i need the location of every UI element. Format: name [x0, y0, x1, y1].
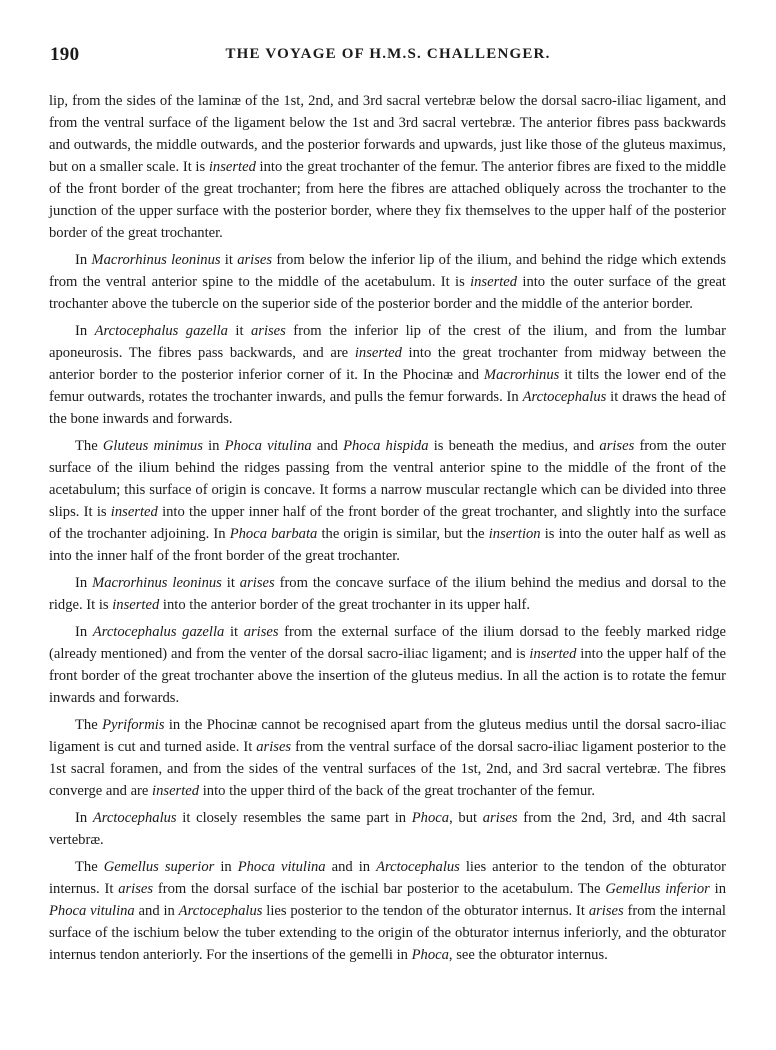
italic-term: arises: [256, 739, 292, 755]
italic-term: Arctocephalus gazella: [94, 323, 228, 339]
italic-term: inserted: [529, 646, 577, 662]
paragraph: [49, 320, 726, 430]
text-run: from the 2nd, 3rd, and 4th sacral vertebræ.: [49, 810, 726, 848]
text-run: in: [214, 859, 238, 875]
paragraph: [49, 714, 726, 802]
text-run: from the ventral surface of the dorsal sacro-iliac ligament posterior to the 1st sacral foramen, and from the sides of the ventral surfaces of the 1st, 2nd, and 3rd sacral vertebræ. The fibres converge and are: [49, 739, 726, 799]
text-run: is beneath the medius, and: [428, 438, 600, 454]
text-run: it draws the head of the bone inwards and forwards.: [49, 389, 726, 427]
italic-term: arises: [237, 252, 273, 268]
text-run: , see the obturator internus.: [448, 947, 608, 963]
text-run: from the dorsal surface of the ischial bar posterior to the acetabulum. The: [153, 881, 606, 897]
text-run: it: [227, 323, 251, 339]
italic-term: Phoca vitulina: [224, 438, 312, 454]
italic-term: Arctocephalus: [92, 810, 177, 826]
italic-term: inserted: [470, 274, 518, 290]
body-text: [49, 90, 726, 971]
italic-term: arises: [599, 438, 635, 454]
paragraph: [49, 435, 726, 567]
italic-term: arises: [588, 903, 624, 919]
italic-term: Arctocephalus gazella: [92, 624, 225, 640]
italic-term: arises: [250, 323, 286, 339]
paragraph: [49, 856, 726, 966]
text-run: In: [75, 624, 93, 640]
text-run: in: [709, 881, 726, 897]
italic-term: Gluteus minimus: [102, 438, 203, 454]
paragraph: [49, 621, 726, 709]
italic-term: Arctocephalus: [178, 903, 263, 919]
text-run: The: [75, 717, 103, 733]
text-run: it: [220, 252, 238, 268]
text-run: lies anterior to the tendon of the obturator internus. It: [49, 859, 727, 897]
page-header: [50, 44, 726, 68]
italic-term: inserted: [110, 504, 158, 520]
italic-term: Phoca barbata: [229, 526, 318, 542]
italic-term: arises: [239, 575, 275, 591]
text-run: it: [221, 575, 240, 591]
text-run: In: [75, 323, 95, 339]
text-run: in: [202, 438, 225, 454]
text-run: from the concave surface of the ilium behind the medius and dorsal to the ridge. It is: [49, 575, 727, 613]
page-number: 190: [50, 44, 80, 65]
text-run: into the upper inner half of the front border of the great trochanter, and slightly into the surface of the trochanter adjoining. In: [49, 504, 726, 542]
text-run: the origin is similar, but the: [317, 526, 489, 542]
italic-term: Arctocephalus: [522, 389, 607, 405]
text-run: from the external surface of the ilium dorsad to the feebly marked ridge (already mentioned) and from the venter of the dorsal sacro-iliac ligament; and is: [49, 624, 727, 662]
italic-term: insertion: [488, 526, 541, 542]
italic-term: arises: [243, 624, 279, 640]
italic-term: Gemellus superior: [103, 859, 215, 875]
paragraph: [49, 572, 726, 616]
text-run: The: [75, 438, 103, 454]
italic-term: inserted: [152, 783, 200, 799]
italic-term: Phoca vitulina: [49, 903, 135, 919]
text-run: into the upper third of the back of the great trochanter of the femur.: [199, 783, 595, 799]
italic-term: Phoca: [411, 810, 450, 826]
text-run: In: [75, 252, 92, 268]
italic-term: Macrorhinus leoninus: [91, 252, 221, 268]
text-run: and in: [134, 903, 179, 919]
italic-term: Phoca: [411, 947, 449, 963]
italic-term: inserted: [354, 345, 402, 361]
text-run: , but: [449, 810, 483, 826]
italic-term: inserted: [112, 597, 160, 613]
text-run: it closely resembles the same part in: [176, 810, 412, 826]
text-run: and in: [325, 859, 377, 875]
italic-term: Pyriformis: [102, 717, 165, 733]
italic-term: inserted: [208, 159, 256, 175]
text-run: into the outer surface of the great trochanter above the tubercle on the superior side of the posterior border and the middle of the anterior border.: [49, 274, 726, 312]
text-run: and: [311, 438, 344, 454]
text-run: from the inferior lip of the crest of the ilium, and from the lumbar aponeurosis. The fibres pass backwards, and are: [49, 323, 727, 361]
text-run: lies posterior to the tendon of the obturator internus. It: [262, 903, 589, 919]
text-run: In: [75, 575, 93, 591]
text-run: from the outer surface of the ilium behind the ridges passing from the ventral anterior spine to the middle of the front of the acetabulum; this surface of origin is concave. It forms a narrow muscular rectangle which can be divided into three slips. It is: [49, 438, 726, 520]
text-run: lip, from the sides of the laminæ of the 1st, 2nd, and 3rd sacral vertebræ below the dorsal sacro-iliac ligament, and from the ventral surface of the ligament below the 1st and 3rd sacral vertebræ. The anterior fibres pass backwards and outwards, the middle outwards, and the posterior forwards and upwards, just like those of the gluteus maximus, but on a smaller scale. It is: [49, 93, 726, 175]
text-run: it tilts the lower end of the femur outwards, rotates the trochanter inwards, and pulls the femur forwards. In: [49, 367, 726, 405]
paragraph: [49, 249, 726, 315]
text-run: into the great trochanter from midway between the anterior border to the posterior inferior corner of it. In the Phocinæ and: [49, 345, 726, 383]
paragraph: [49, 90, 726, 244]
italic-term: arises: [482, 810, 518, 826]
text-run: The: [75, 859, 104, 875]
text-run: into the great trochanter of the femur. The anterior fibres are fixed to the middle of the front border of the great trochanter; from here the fibres are attached obliquely across the trochanter to the junction of the upper surface with the posterior border, where they fix themselves to the upper half of the posterior border of the great trochanter.: [49, 159, 726, 241]
text-run: from the internal surface of the ischium below the tuber extending to the origin of the obturator internus inferiorly, and the obturator internus tendon anteriorly. For the insertions of the gemelli in: [49, 903, 726, 963]
italic-term: Phoca vitulina: [237, 859, 326, 875]
italic-term: Phoca hispida: [343, 438, 429, 454]
italic-term: Arctocephalus: [376, 859, 460, 875]
text-run: into the anterior border of the great trochanter in its upper half.: [159, 597, 531, 613]
paragraph: [49, 807, 726, 851]
text-run: from below the inferior lip of the ilium, and behind the ridge which extends from the ventral anterior spine to the middle of the acetabulum. It is: [49, 252, 727, 290]
italic-term: Macrorhinus leoninus: [92, 575, 222, 591]
text-run: In: [75, 810, 93, 826]
italic-term: arises: [118, 881, 154, 897]
text-run: is into the outer half as well as into the inner half of the front border of the great trochanter.: [49, 526, 726, 564]
text-run: in the Phocinæ cannot be recognised apart from the gluteus medius until the dorsal sacro-iliac ligament is cut and turned aside. It: [49, 717, 727, 755]
italic-term: Macrorhinus: [483, 367, 560, 383]
text-run: it: [224, 624, 244, 640]
text-run: into the upper half of the front border of the great trochanter above the insertion of the gluteus medius. In all the action is to rotate the femur inwards and forwards.: [49, 646, 726, 706]
italic-term: Gemellus inferior: [605, 881, 710, 897]
running-title: THE VOYAGE OF H.M.S. CHALLENGER.: [225, 46, 551, 62]
